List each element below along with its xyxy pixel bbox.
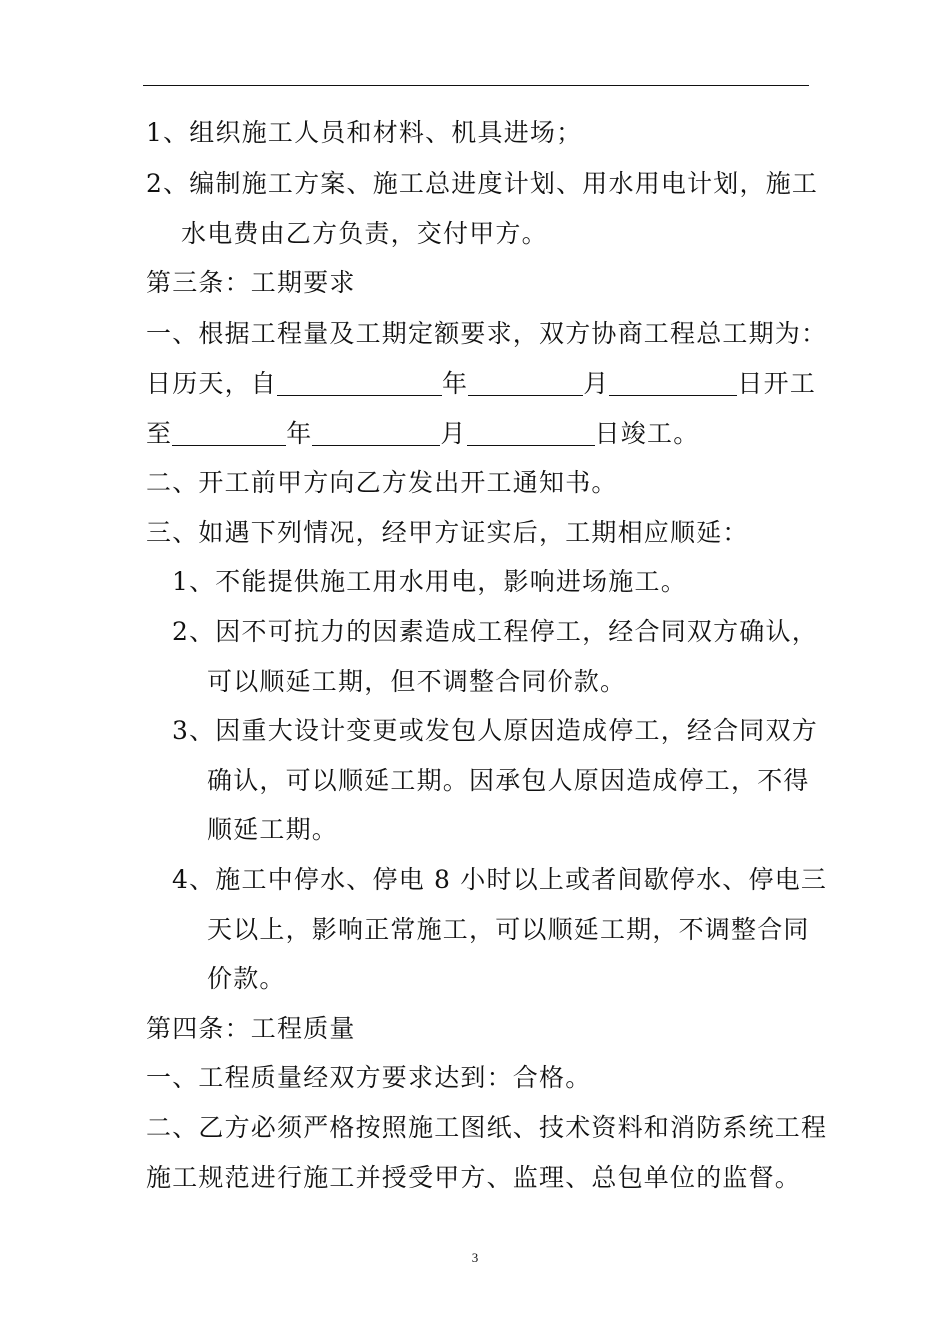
text-line: 一、根据工程量及工期定额要求，双方协商工程总工期为： <box>146 319 828 348</box>
blank-field <box>312 419 440 446</box>
text-fragment: 至 <box>146 419 173 448</box>
list-item-continuation: 价款。 <box>207 964 286 993</box>
text-line: 三、如遇下列情况，经甲方证实后，工期相应顺延： <box>146 518 749 547</box>
text-line: 水电费由乙方负责，交付甲方。 <box>181 219 548 248</box>
text-fragment: 日历天，自 <box>146 369 278 398</box>
text-fragment: 日开工 <box>737 369 817 398</box>
text-fragment: 年 <box>442 369 469 398</box>
blank-field <box>467 419 595 446</box>
blank-field <box>277 369 442 396</box>
blank-field <box>609 369 737 396</box>
text-fragment: 日竣工。 <box>594 419 700 448</box>
list-item: 3、因重大设计变更或发包人原因造成停工，经合同双方 <box>172 716 818 745</box>
list-item-continuation: 确认，可以顺延工期。因承包人原因造成停工，不得 <box>207 766 810 795</box>
list-item: 2、因不可抗力的因素造成工程停工，经合同双方确认， <box>172 617 818 646</box>
text-line: 二、乙方必须严格按照施工图纸、技术资料和消防系统工程 <box>146 1113 828 1142</box>
text-line: 一、工程质量经双方要求达到：合格。 <box>146 1063 592 1092</box>
list-item-continuation: 顺延工期。 <box>207 815 339 844</box>
end-date-line <box>146 416 699 452</box>
text-fragment: 月 <box>440 419 467 448</box>
list-item-continuation: 可以顺延工期，但不调整合同价款。 <box>207 667 627 696</box>
blank-field <box>172 419 286 446</box>
text-line: 2、编制施工方案、施工总进度计划、用水用电计划，施工 <box>146 169 819 198</box>
text-fragment: 年 <box>286 419 313 448</box>
text-line: 1、组织施工人员和材料、机具进场； <box>146 118 583 147</box>
page-number: 3 <box>471 1250 479 1265</box>
header-rule <box>143 85 809 86</box>
section-heading: 第四条：工程质量 <box>146 1014 356 1043</box>
text-fragment: 月 <box>583 369 610 398</box>
text-line: 施工规范进行施工并授受甲方、监理、总包单位的监督。 <box>146 1163 802 1192</box>
start-date-line <box>146 366 816 402</box>
text-line: 二、开工前甲方向乙方发出开工通知书。 <box>146 468 618 497</box>
list-item: 4、施工中停水、停电 8 小时以上或者间歇停水、停电三 <box>172 865 828 894</box>
section-heading: 第三条：工期要求 <box>146 268 356 297</box>
list-item: 1、不能提供施工用水用电，影响进场施工。 <box>172 567 687 596</box>
list-item-continuation: 天以上，影响正常施工，可以顺延工期，不调整合同 <box>207 915 810 944</box>
blank-field <box>468 369 583 396</box>
